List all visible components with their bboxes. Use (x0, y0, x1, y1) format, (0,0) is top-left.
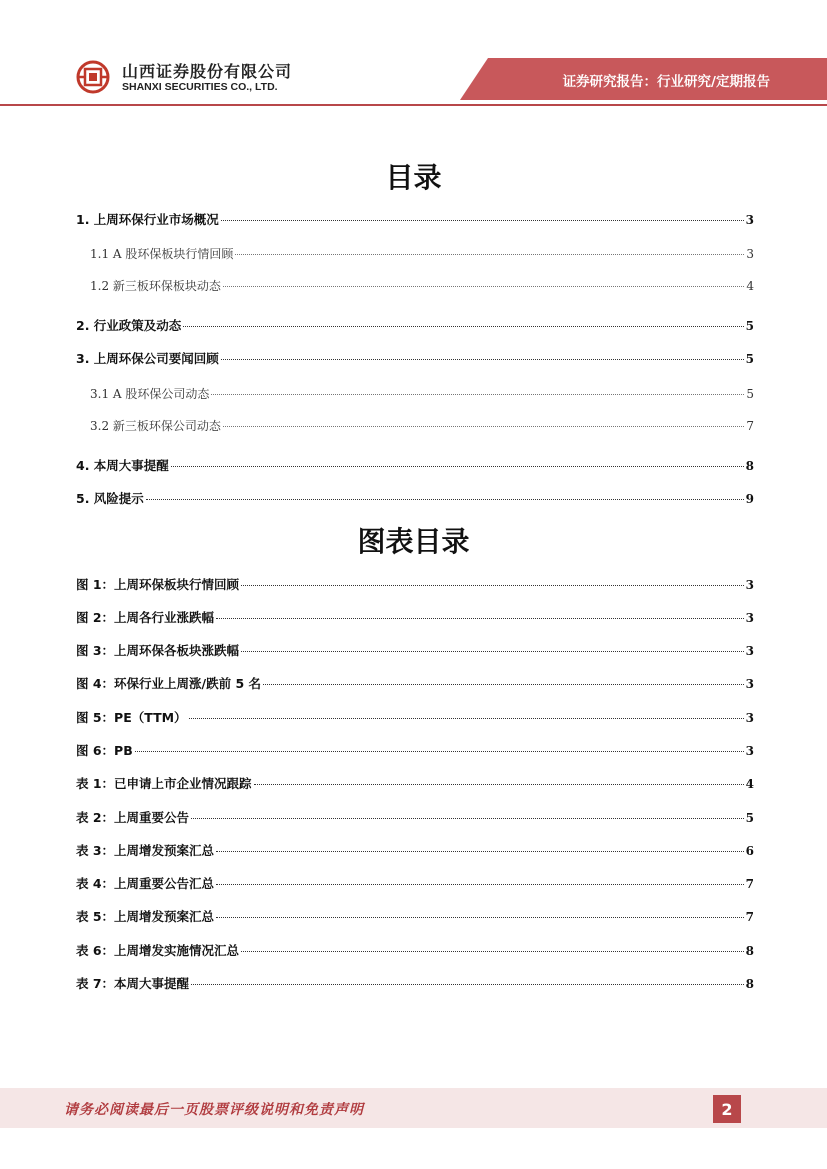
dot-leader (191, 808, 744, 819)
table-entry-page: 7 (745, 910, 754, 924)
table-entry[interactable] (76, 974, 754, 992)
toc-subentry[interactable] (90, 385, 754, 403)
toc-entry-label: 1. 上周环保行业市场概况 (76, 212, 219, 227)
dot-leader (221, 349, 744, 360)
figure-entry[interactable] (76, 641, 754, 659)
table-entry-page: 6 (745, 844, 754, 858)
table-entry-label: 表 4：上周重要公告汇总 (76, 876, 215, 891)
toc-subentry[interactable] (90, 417, 754, 435)
dot-leader (191, 974, 744, 985)
dot-leader (146, 489, 744, 500)
figure-entry-label: 图 5：PE（TTM） (76, 710, 187, 725)
toc-entry[interactable] (76, 316, 754, 334)
toc-subentry[interactable] (90, 245, 754, 263)
dot-leader (216, 907, 744, 918)
table-entry-label: 表 3：上周增发预案汇总 (76, 843, 215, 858)
dot-leader (235, 244, 744, 255)
toc-entry-label: 2. 行业政策及动态 (76, 318, 182, 333)
toc-entry-page: 3 (745, 213, 754, 227)
toc-entry-page: 9 (745, 492, 754, 506)
table-entry-label: 表 1：已申请上市企业情况跟踪 (76, 776, 252, 791)
table-entry-page: 5 (745, 811, 754, 825)
report-type-label: 证券研究报告：行业研究/定期报告 (562, 74, 770, 90)
figure-entry[interactable] (76, 575, 754, 593)
figure-entry-label: 图 1：上周环保板块行情回顾 (76, 577, 240, 592)
toc-entry-page: 5 (745, 352, 754, 366)
toc-entry-label: 1.1 A 股环保板块行情回顾 (90, 247, 234, 261)
toc-entry-label: 5. 风险提示 (76, 491, 144, 506)
dot-leader (216, 608, 744, 619)
toc-title: 目录 (385, 161, 442, 194)
table-entry[interactable] (76, 907, 754, 925)
toc-entry[interactable] (76, 489, 754, 507)
dot-leader (216, 841, 744, 852)
dot-leader (189, 708, 744, 719)
figure-list-title: 图表目录 (357, 525, 470, 558)
toc-entry-page: 4 (746, 279, 754, 293)
company-logo-icon (76, 60, 110, 94)
dot-leader (241, 641, 744, 652)
toc-entry-label: 1.2 新三板环保板块动态 (90, 279, 221, 293)
table-entry[interactable] (76, 941, 754, 959)
page-number: 2 (713, 1095, 741, 1123)
table-entry-label: 表 7：本周大事提醒 (76, 976, 190, 991)
toc-entry-page: 7 (746, 419, 754, 433)
dot-leader (135, 741, 744, 752)
dot-leader (171, 456, 744, 467)
company-name-cn: 山西证券股份有限公司 (122, 62, 293, 81)
dot-leader (211, 384, 744, 395)
dot-leader (241, 941, 744, 952)
company-name-en: SHANXI SECURITIES CO., LTD. (122, 81, 278, 93)
toc-entry-page: 5 (745, 319, 754, 333)
table-entry[interactable] (76, 808, 754, 826)
toc-entry[interactable] (76, 210, 754, 228)
figure-entry[interactable] (76, 708, 754, 726)
page-header (0, 0, 827, 112)
toc-entry-page: 3 (746, 247, 754, 261)
dot-leader (254, 774, 744, 785)
figure-entry-page: 3 (745, 744, 754, 758)
table-entry-label: 表 5：上周增发预案汇总 (76, 909, 215, 924)
dot-leader (223, 276, 744, 287)
toc-entry-label: 3.2 新三板环保公司动态 (90, 419, 221, 433)
dot-leader (241, 575, 744, 586)
toc-entry-label: 3. 上周环保公司要闻回顾 (76, 351, 219, 366)
figure-entry[interactable] (76, 674, 754, 692)
table-entry-page: 8 (745, 944, 754, 958)
table-entry-label: 表 6：上周增发实施情况汇总 (76, 943, 240, 958)
figure-entry[interactable] (76, 608, 754, 626)
toc-entry-page: 8 (745, 459, 754, 473)
table-entry-page: 7 (745, 877, 754, 891)
table-entry-label: 表 2：上周重要公告 (76, 810, 190, 825)
toc-entry[interactable] (76, 456, 754, 474)
figure-entry-label: 图 2：上周各行业涨跌幅 (76, 610, 215, 625)
table-entry-page: 4 (745, 777, 754, 791)
dot-leader (216, 874, 744, 885)
toc-entry-page: 5 (746, 387, 754, 401)
figure-entry-page: 3 (745, 578, 754, 592)
figure-entry[interactable] (76, 741, 754, 759)
header-divider (0, 104, 827, 106)
figure-entry-label: 图 3：上周环保各板块涨跌幅 (76, 643, 240, 658)
figure-entry-label: 图 4：环保行业上周涨/跌前 5 名 (76, 676, 262, 691)
toc-subentry[interactable] (90, 277, 754, 295)
table-entry[interactable] (76, 841, 754, 859)
figure-entry-page: 3 (745, 711, 754, 725)
figure-entry-page: 3 (745, 644, 754, 658)
table-entry[interactable] (76, 774, 754, 792)
figure-entry-page: 3 (745, 677, 754, 691)
toc-entry[interactable] (76, 349, 754, 367)
figure-entry-label: 图 6：PB (76, 743, 133, 758)
table-entry-page: 8 (745, 977, 754, 991)
dot-leader (183, 316, 743, 327)
toc-entry-label: 4. 本周大事提醒 (76, 458, 169, 473)
dot-leader (221, 210, 744, 221)
figure-entry-page: 3 (745, 611, 754, 625)
dot-leader (263, 674, 744, 685)
disclaimer-notice: 请务必阅读最后一页股票评级说明和免责声明 (64, 1102, 364, 1118)
toc-entry-label: 3.1 A 股环保公司动态 (90, 387, 210, 401)
dot-leader (223, 416, 744, 427)
table-entry[interactable] (76, 874, 754, 892)
